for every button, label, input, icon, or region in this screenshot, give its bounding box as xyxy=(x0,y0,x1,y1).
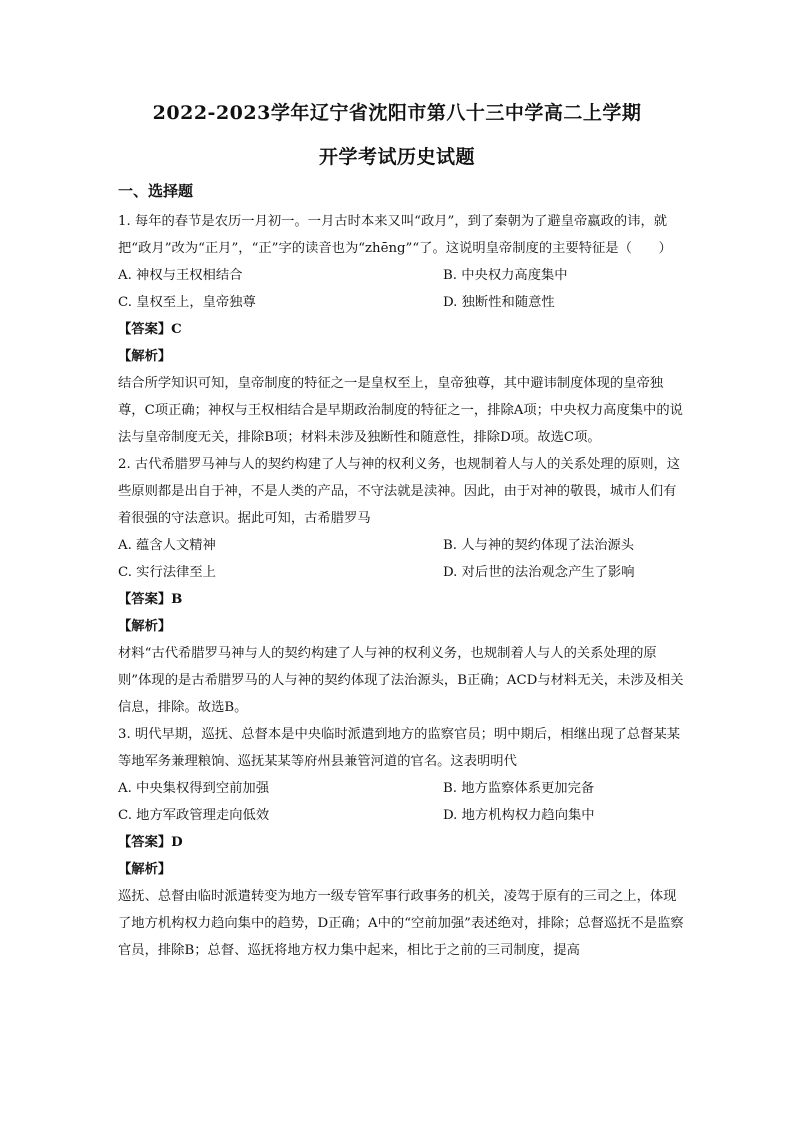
option-c: C. 实行法律至上 xyxy=(118,565,216,580)
question-1-answer: 【答案】C xyxy=(118,322,182,337)
title-line-1: 2022-2023学年辽宁省沈阳市第八十三中学高二上学期 xyxy=(152,102,642,124)
option-a: A. 神权与王权相结合 xyxy=(118,268,243,283)
question-1-options-row-2 xyxy=(118,289,684,316)
question-3-analysis: 巡抚、总督由临时派遣转变为地方一级专管军事行政事务的机关，凌驾于原有的三司之上，体现了地方机构权力趋向集中的趋势，D正确；A中的“空前加强”表述绝对，排除；总督巡抚不是监察官员，排除B；总督、巡抚将地方权力集中起来，相比于之前的三司制度，提高 xyxy=(118,889,684,958)
question-3-options-row-1 xyxy=(118,775,684,802)
question-2-options-row-1 xyxy=(118,532,684,559)
question-content xyxy=(118,208,684,964)
question-2-options-row-2 xyxy=(118,559,684,586)
question-3-analysis-label: 【解析】 xyxy=(118,862,172,877)
question-1-analysis: 结合所学知识可知，皇帝制度的特征之一是皇权至上，皇帝独尊，其中避讳制度体现的皇帝独尊，C项正确；神权与王权相结合是早期政治制度的特征之一，排除A项；中央权力高度集中的说法与皇帝制度无关，排除B项；材料未涉及独断性和随意性，排除D项。故选C项。 xyxy=(118,376,683,445)
option-b: B. 地方监察体系更加完备 xyxy=(443,781,595,796)
question-2-analysis: 材料“古代希腊罗马神与人的契约构建了人与神的权利义务，也规制着人与人的关系处理的原则”体现的是古希腊罗马的人与神的契约体现了法治源头，B正确；ACD与材料无关，未涉及相关信息，排除。故选B。 xyxy=(118,646,684,715)
option-b: B. 中央权力高度集中 xyxy=(443,268,568,283)
question-3-answer: 【答案】D xyxy=(118,835,183,850)
title-line-2: 开学考试历史试题 xyxy=(318,146,475,168)
question-1-analysis-label: 【解析】 xyxy=(118,349,172,364)
question-1-stem: 1. 每年的春节是农历一月初一。一月古时本来又叫“政月”，到了秦朝为了避皇帝嬴政的讳，就把“政月”改为“正月”，“正”字的读音也为“zhēng”“了。这说明皇帝制度的主要特征是（ ） xyxy=(118,214,672,256)
question-2-answer: 【答案】B xyxy=(118,592,183,607)
option-d: D. 地方机构权力趋向集中 xyxy=(443,808,595,823)
option-a: A. 中央集权得到空前加强 xyxy=(118,781,270,796)
question-3-stem: 3. 明代早期，巡抚、总督本是中央临时派遣到地方的监察官员；明中期后，相继出现了总督某某等地军务兼理粮饷、巡抚某某等府州县兼管河道的官名。这表明明代 xyxy=(118,727,681,769)
option-c: C. 地方军政管理走向低效 xyxy=(118,808,270,823)
option-a: A. 蕴含人文精神 xyxy=(118,538,216,553)
question-3-options-row-2 xyxy=(118,802,684,829)
section-heading: 一、选择题 xyxy=(118,182,194,200)
question-2-stem: 2. 古代希腊罗马神与人的契约构建了人与神的权利义务，也规制着人与人的关系处理的原则，这些原则都是出自于神，不是人类的产品，不守法就是渎神。因此，由于对神的敬畏，城市人们有着很强的守法意识。据此可知，古希腊罗马 xyxy=(118,457,681,526)
option-d: D. 对后世的法治观念产生了影响 xyxy=(443,565,635,580)
question-1-options-row-1 xyxy=(118,262,684,289)
option-c: C. 皇权至上，皇帝独尊 xyxy=(118,295,256,310)
question-2-analysis-label: 【解析】 xyxy=(118,619,172,634)
option-b: B. 人与神的契约体现了法治源头 xyxy=(443,538,635,553)
option-d: D. 独断性和随意性 xyxy=(443,295,555,310)
